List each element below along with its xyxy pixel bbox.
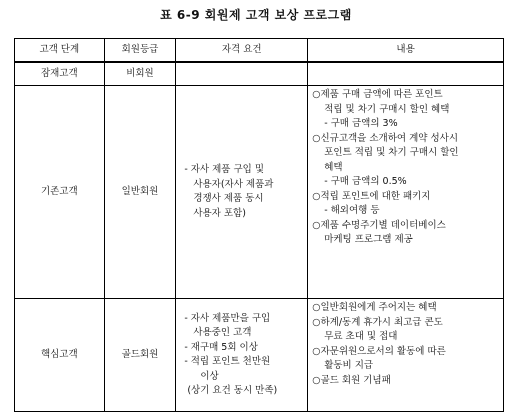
content-line: ○자문위원으로서의 활동에 따른: [312, 345, 446, 357]
content-line: - 해외여행 등: [324, 205, 380, 216]
requirement-line: - 자사 제품만을 구입: [184, 312, 271, 324]
content-line: ○일반회원에게 주어지는 혜택: [312, 302, 437, 313]
requirements-cell: [176, 299, 308, 412]
content-line: ○신규고객을 소개하여 계약 성사시: [312, 132, 459, 144]
content-line: ○하계/동계 휴가시 최고급 콘도: [312, 316, 443, 328]
table-row-core: [15, 299, 504, 412]
requirement-line: 경쟁사 제품 동시: [193, 193, 264, 204]
requirement-line: 사용중인 고객: [193, 327, 252, 338]
grade-cell: 골드회원: [104, 299, 176, 412]
requirements-cell: [176, 86, 308, 299]
stage-cell: 기존고객: [15, 86, 105, 299]
content-cell: [308, 62, 504, 86]
header-stage: 고객 단계: [15, 39, 105, 63]
requirement-line: (상기 요건 동시 만족): [187, 385, 278, 396]
content-line: 활동비 지급: [324, 360, 374, 371]
table-title: 표 6-9 회원제 고객 보상 프로그램: [160, 8, 352, 22]
content-line: 포인트 적립 및 차기 구매시 할인: [324, 147, 459, 158]
content-line: 마케팅 프로그램 제공: [324, 234, 413, 245]
header-content: 내용: [308, 39, 504, 63]
content-line: - 구매 금액의 3%: [324, 118, 398, 129]
requirement-line: 사용자 포함): [193, 207, 246, 219]
header-grade: 회원등급: [104, 39, 176, 63]
header-requirements: 자격 요건: [176, 39, 308, 63]
content-line: ○제품 구매 금액에 따른 포인트: [312, 89, 443, 100]
table-row-existing: [15, 86, 504, 299]
header-row: [15, 39, 504, 63]
content-line: 혜택: [324, 161, 343, 173]
content-line: ○제품 수명주기별 데이터베이스: [312, 219, 446, 231]
content-line: 적립 및 차기 구매시 할인 혜택: [324, 103, 450, 115]
grade-cell: 일반회원: [104, 86, 176, 299]
table-row-potential: [15, 62, 504, 86]
stage-cell: 핵심고객: [15, 299, 105, 412]
content-line: ○적립 포인트에 대한 패키지: [312, 190, 431, 202]
requirement-line: - 적립 포인트 천만원: [184, 356, 271, 367]
requirements-cell: [176, 62, 308, 86]
requirement-line: 이상: [200, 370, 219, 382]
requirement-line: 사용자(자사 제품과: [193, 178, 274, 190]
reward-program-table: [14, 38, 504, 412]
grade-cell: 비회원: [104, 62, 176, 86]
stage-cell: 잠재고객: [15, 62, 105, 86]
requirement-line: - 재구매 5회 이상: [184, 341, 258, 353]
content-cell: [308, 299, 504, 412]
requirement-line: - 자사 제품 구입 및: [184, 164, 265, 175]
content-line: - 구매 금액의 0.5%: [324, 176, 407, 187]
content-line: ○골드 회원 기념패: [312, 374, 391, 386]
content-cell: [308, 86, 504, 299]
content-line: 무료 초대 및 접대: [324, 331, 398, 342]
